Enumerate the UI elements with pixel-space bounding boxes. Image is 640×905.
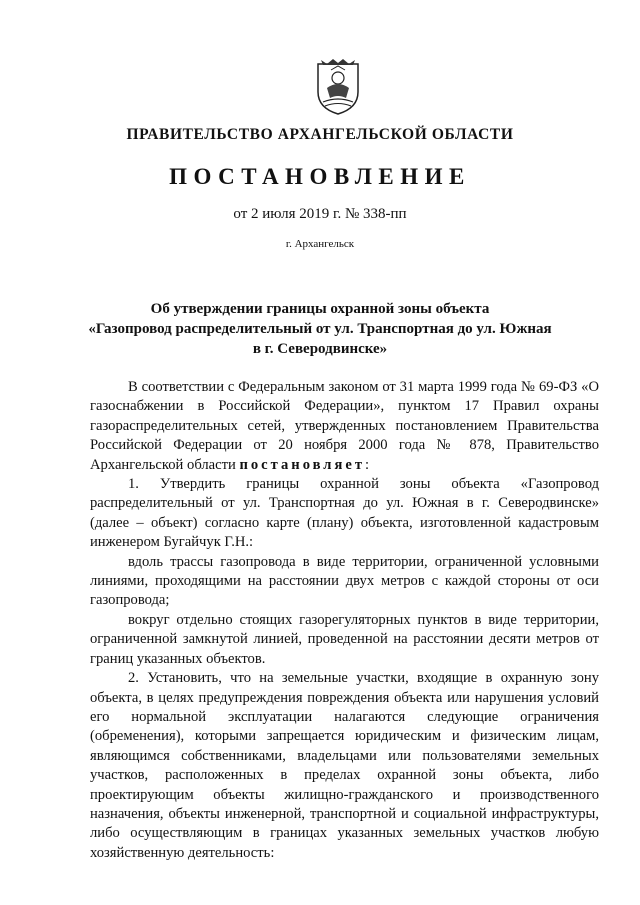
title-line: «Газопровод распределительный от ул. Транспортная до ул. Южная <box>88 321 552 337</box>
city: г. Архангельск <box>285 238 355 250</box>
resolves-word: постановляет <box>239 456 366 473</box>
preamble-end: : <box>365 456 370 473</box>
paragraph-pipeline-route: вдоль трассы газопровода в виде территории, ограниченной условными линиями, проходящими на расстоянии двух метров с каждой стороны от оси газопровода; <box>90 553 599 609</box>
document-title <box>0 299 640 359</box>
paragraph-item-1: 1. Утвердить границы охранной зоны объекта «Газопровод распределительный от ул. Транспортная до ул. Южная в г. Северодвинске» (далее – объект) согласно карте (плану) объекта, изготовленной кадастровым инженером Бугайчук Г.Н.: <box>90 476 599 551</box>
coat-of-arms-icon <box>313 58 363 116</box>
document-type: ПОСТАНОВЛЕНИЕ <box>169 164 471 189</box>
title-line: в г. Северодвинске» <box>252 341 388 357</box>
title-line: Об утверждении границы охранной зоны объекта <box>150 301 490 317</box>
paragraph-item-2: 2. Установить, что на земельные участки, входящие в охранную зону объекта, в целях предупреждения повреждения объекта или нарушения условий его нормальной эксплуатации налагаются следующие ограничения (обременения), которыми запрещается юридическим и физическим лицам, являющимся собственниками, владельцами или пользователями земельных участков, расположенных в пределах охранной зоны объекта, либо проектирующим объекты жилищно-гражданского и производственного назначения, объекты инженерной, транспортной и социальной инфраструктуры, либо осуществляющим в границах указанных земельных участков любую хозяйственную деятельность: <box>90 670 599 861</box>
government-name: ПРАВИТЕЛЬСТВО АРХАНГЕЛЬСКОЙ ОБЛАСТИ <box>126 126 514 143</box>
date-and-number: от 2 июля 2019 г. № 338-пп <box>233 206 407 222</box>
paragraph-regulator-points: вокруг отдельно стоящих газорегуляторных пунктов в виде территории, ограниченной замкнутой линией, проведенной на расстоянии десяти метров от границ указанных объектов. <box>90 611 599 667</box>
document-body <box>90 378 599 863</box>
preamble-text: В соответствии с Федеральным законом от 31 марта 1999 года № 69-ФЗ «О газоснабжении в Российской Федерации», пунктом 17 Правил охраны газораспределительных сетей, утвержденных постановлением Правительства Российской Федерации от 20 ноября 2000 года № 878, Правительство Архангельской области <box>90 379 599 473</box>
paragraph-preamble <box>90 378 599 475</box>
